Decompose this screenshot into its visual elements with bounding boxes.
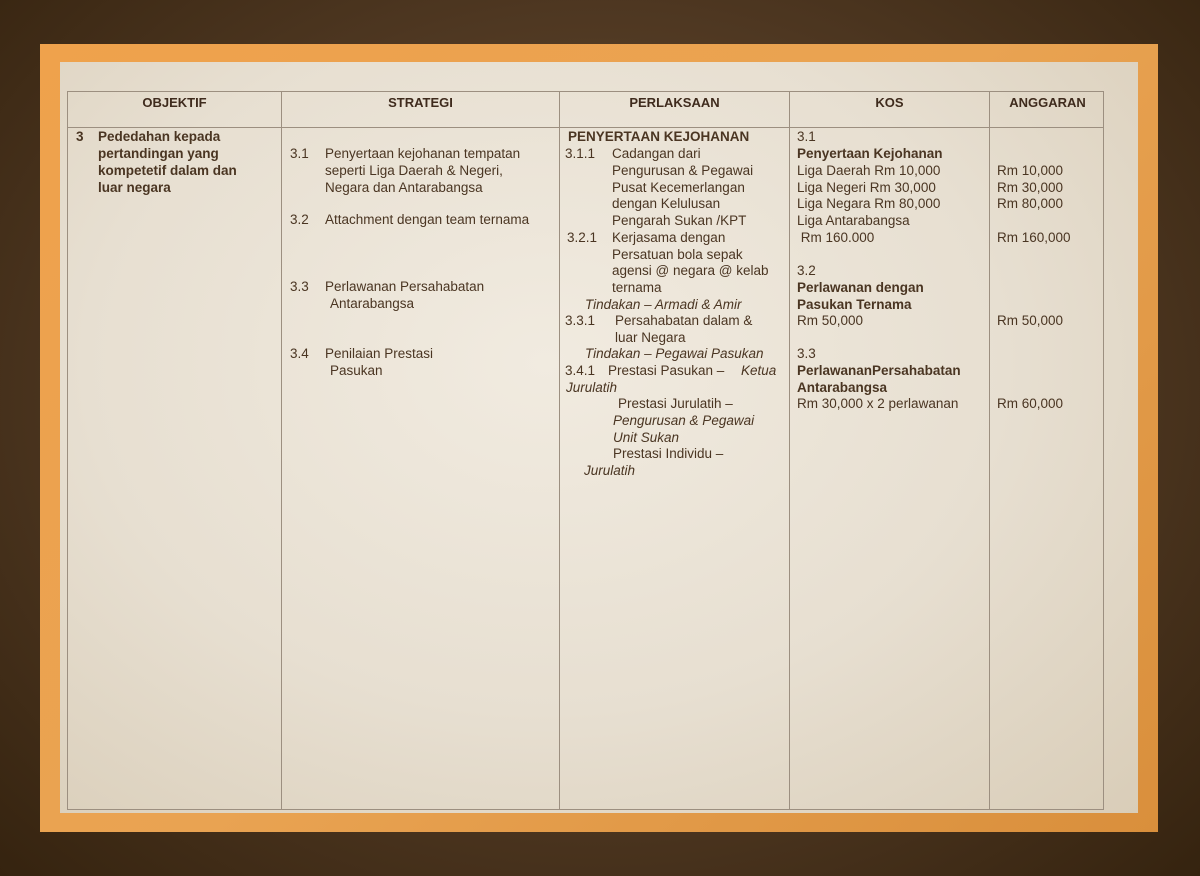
anggaran-value: Rm 80,000	[997, 196, 1064, 211]
strategi-number: 3.2	[290, 212, 309, 227]
kos-line: Rm 160.000	[797, 230, 875, 245]
perlaksaan-italic: Ketua	[741, 363, 777, 378]
perlaksaan-line: Kerjasama dengan	[612, 230, 726, 245]
column-divider	[559, 92, 560, 809]
column-divider	[989, 92, 990, 809]
strategi-number: 3.1	[290, 146, 309, 161]
strategi-line: Pasukan	[330, 363, 383, 378]
perlaksaan-italic: Jurulatih	[584, 463, 636, 478]
strategi-number: 3.4	[290, 346, 309, 361]
anggaran-value: Rm 60,000	[997, 396, 1064, 411]
tindakan-note: Tindakan – Pegawai Pasukan	[585, 346, 764, 361]
perlaksaan-number: 3.3.1	[565, 313, 596, 328]
perlaksaan-line: Prestasi Individu –	[613, 446, 724, 461]
objektif-line: kompetetif dalam dan	[98, 163, 237, 178]
kos-number: 3.1	[797, 129, 816, 144]
tindakan-note: Tindakan – Armadi & Amir	[585, 297, 742, 312]
anggaran-value: Rm 30,000	[997, 180, 1064, 195]
anggaran-value: Rm 50,000	[997, 313, 1064, 328]
anggaran-value: Rm 160,000	[997, 230, 1071, 245]
objektif-line: luar negara	[98, 180, 171, 195]
perlaksaan-line: Pengurusan & Pegawai	[612, 163, 754, 178]
objektif-line: Pededahan kepada	[98, 129, 221, 144]
perlaksaan-line: luar Negara	[615, 330, 686, 345]
perlaksaan-italic: Pengurusan & Pegawai	[613, 413, 755, 428]
strategi-line: seperti Liga Daerah & Negeri,	[325, 163, 503, 178]
kos-line: Liga Negeri Rm 30,000	[797, 180, 936, 195]
header-anggaran: ANGGARAN	[1009, 95, 1086, 110]
strategi-line: Attachment dengan team ternama	[325, 212, 530, 227]
objektif-line: pertandingan yang	[98, 146, 219, 161]
perlaksaan-line: Persatuan bola sepak	[612, 247, 743, 262]
strategi-number: 3.3	[290, 279, 309, 294]
perlaksaan-italic: Unit Sukan	[613, 430, 680, 445]
perlaksaan-line: ternama	[612, 280, 662, 295]
strategi-line: Perlawanan Persahabatan	[325, 279, 485, 294]
kos-line: Rm 50,000	[797, 313, 864, 328]
column-divider	[281, 92, 282, 809]
strategi-line: Antarabangsa	[330, 296, 415, 311]
objektif-number: 3	[76, 129, 84, 144]
perlaksaan-line: Persahabatan dalam &	[615, 313, 753, 328]
kos-title: Penyertaan Kejohanan	[797, 146, 943, 161]
strategi-line: Penyertaan kejohanan tempatan	[325, 146, 521, 161]
perlaksaan-line: Cadangan dari	[612, 146, 701, 161]
kos-line: Liga Negara Rm 80,000	[797, 196, 941, 211]
perlaksaan-line: Pusat Kecemerlangan	[612, 180, 745, 195]
perlaksaan-number: 3.2.1	[567, 230, 598, 245]
kos-number: 3.3	[797, 346, 816, 361]
strategi-line: Negara dan Antarabangsa	[325, 180, 483, 195]
kos-title: Antarabangsa	[797, 380, 888, 395]
perlaksaan-line: agensi @ negara @ kelab	[612, 263, 769, 278]
header-strategi: STRATEGI	[388, 95, 453, 110]
perlaksaan-number: 3.1.1	[565, 146, 596, 161]
perlaksaan-heading: PENYERTAAN KEJOHANAN	[568, 129, 750, 144]
kos-number: 3.2	[797, 263, 816, 278]
kos-line: Liga Antarabangsa	[797, 213, 910, 228]
perlaksaan-italic: Jurulatih	[566, 380, 618, 395]
perlaksaan-line: Pengarah Sukan /KPT	[612, 213, 747, 228]
header-perlaksaan: PERLAKSAAN	[629, 95, 720, 110]
kos-line: Rm 30,000 x 2 perlawanan	[797, 396, 959, 411]
perlaksaan-number: 3.4.1	[565, 363, 596, 378]
kos-title: Perlawanan dengan	[797, 280, 924, 295]
plan-table	[67, 91, 1104, 810]
strategi-line: Penilaian Prestasi	[325, 346, 434, 361]
perlaksaan-line: Prestasi Jurulatih –	[618, 396, 733, 411]
header-divider	[68, 127, 1103, 128]
column-divider	[789, 92, 790, 809]
kos-title: PerlawananPersahabatan	[797, 363, 961, 378]
perlaksaan-line: Prestasi Pasukan –	[608, 363, 725, 378]
perlaksaan-line: dengan Kelulusan	[612, 196, 721, 211]
kos-line: Liga Daerah Rm 10,000	[797, 163, 941, 178]
header-objektif: OBJEKTIF	[142, 95, 207, 110]
kos-title: Pasukan Ternama	[797, 297, 912, 312]
header-kos: KOS	[875, 95, 904, 110]
anggaran-value: Rm 10,000	[997, 163, 1064, 178]
